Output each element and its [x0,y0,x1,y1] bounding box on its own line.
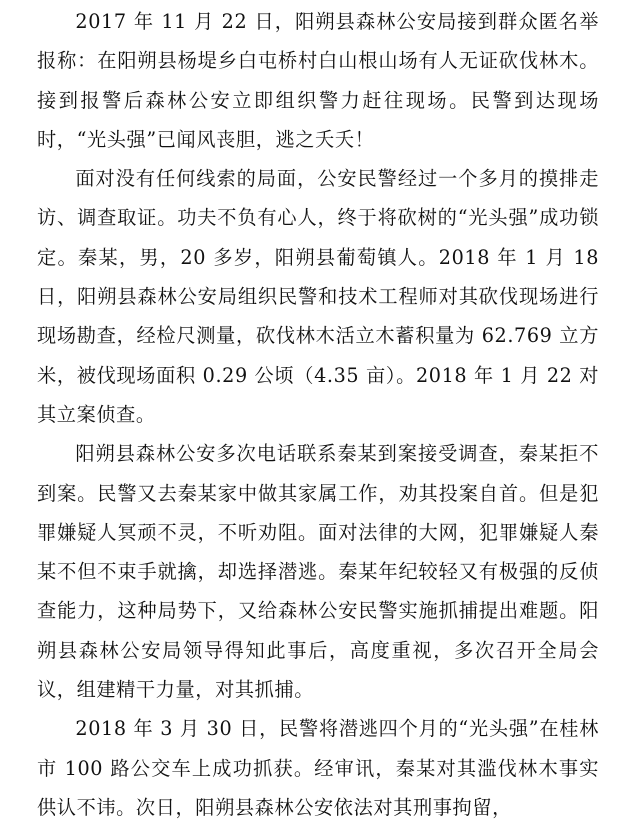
paragraph-3: 阳朔县森林公安多次电话联系秦某到案接受调查，秦某拒不到案。民警又去秦某家中做其家属工作，劝其投案自首。但是犯罪嫌疑人冥顽不灵，不听劝阻。面对法律的大网，犯罪嫌疑人秦某不但不束手就擒，却选择潜逃。秦某年纪较轻又有极强的反侦查能力，这种局势下，又给森林公安民警实施抓捕提出难题。阳朔县森林公安局领导得知此事后，高度重视，多次召开全局会议，组建精干力量，对其抓捕。 [37,442,599,702]
paragraph-4: 2018 年 3 月 30 日，民警将潜逃四个月的“光头强”在桂林市 100 路公交车上成功抓获。经审讯，秦某对其滥伐林木事实供认不讳。次日，阳朔县森林公安依法对其刑事拘留， [37,717,599,819]
paragraph-2: 面对没有任何线索的局面，公安民警经过一个多月的摸排走访、调查取证。功夫不负有心人，终于将砍树的“光头强”成功锁定。秦某，男，20 多岁，阳朔县葡萄镇人。2018 年 1 月 18 日，阳朔县森林公安局组织民警和技术工程师对其砍伐现场进行现场勘查，经检尺测量，砍伐林木活立木蓄积量为 62.769 立方米，被伐现场面积 0.29 公顷（4.35 亩）。2018 年 1 月 22 对其立案侦查。 [37,167,599,426]
paragraph-1: 2017 年 11 月 22 日，阳朔县森林公安局接到群众匿名举报称：在阳朔县杨堤乡白屯桥村白山根山场有人无证砍伐林木。接到报警后森林公安立即组织警力赶往现场。民警到达现场时，“光头强”已闻风丧胆，逃之夭夭！ [37,10,599,151]
